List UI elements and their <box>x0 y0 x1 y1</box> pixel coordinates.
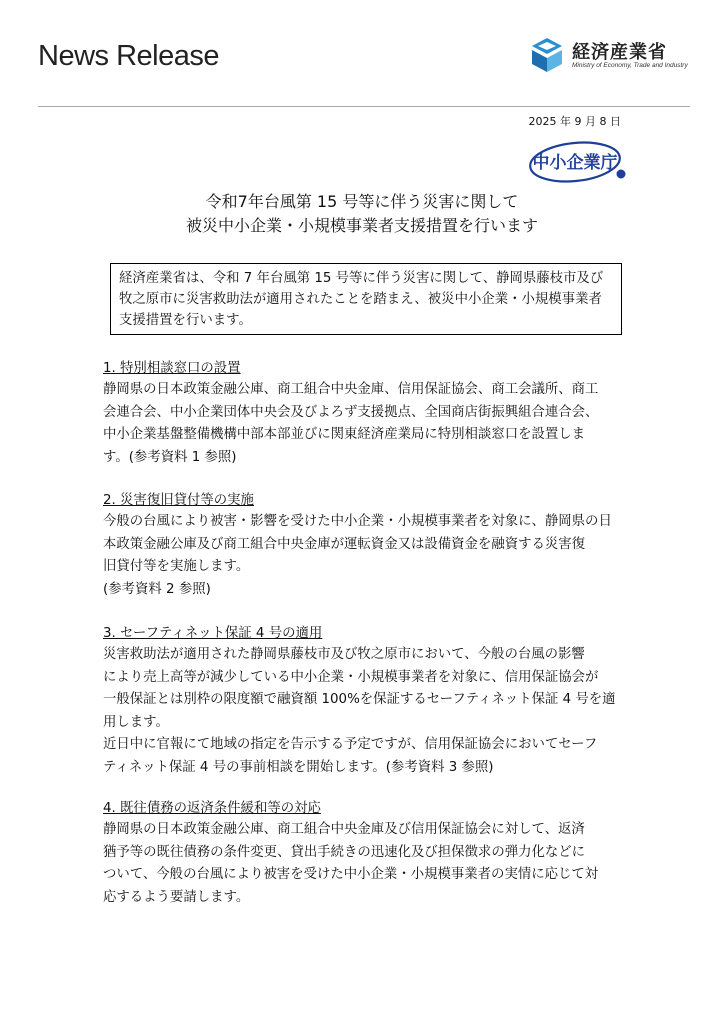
section-line: 静岡県の日本政策金融公庫、商工組合中央金庫及び信用保証協会に対して、返済 <box>103 822 585 837</box>
title-line-2: 被災中小企業・小規模事業者支援措置を行います <box>185 216 538 235</box>
section-line: ティネット保証 4 号の事前相談を開始します。(参考資料 3 参照) <box>103 759 494 775</box>
page-header <box>38 36 690 108</box>
section-line: (参考資料 2 参照) <box>103 581 211 597</box>
ministry-name: 経済産業省 <box>572 42 667 63</box>
ministry-subtitle: Ministry of Economy, Trade and Industry <box>572 62 688 69</box>
meti-logo <box>528 36 690 78</box>
section-line: 応するよう要請します。 <box>103 889 250 905</box>
section-heading: 4. 既往債務の返済条件緩和等の対応 <box>103 801 321 816</box>
section-line: 今般の台風により被害・影響を受けた中小企業・小規模事業者を対象に、静岡県の日 <box>103 514 612 529</box>
summary-line: 支援措置を行います。 <box>119 313 252 328</box>
release-date: 2025 年 9 月 8 日 <box>528 115 621 128</box>
section-heading: 1. 特別相談窓口の設置 <box>103 361 241 376</box>
section-line: 猶予等の既往債務の条件変更、貸出手続きの迅速化及び担保徴求の弾力化などに <box>103 844 586 860</box>
section-safety-net-guarantee <box>103 623 643 779</box>
section-disaster-loans <box>103 490 643 601</box>
news-release-title: News Release <box>38 40 219 72</box>
summary-line: 牧之原市に災害救助法が適用されたことを踏まえ、被災中小企業・小規模事業者 <box>119 292 602 307</box>
sme-agency-logo <box>526 140 628 184</box>
section-line: 用します。 <box>103 714 169 730</box>
section-line: 近日中に官報にて地域の指定を告示する予定ですが、信用保証協会においてセーフ <box>103 737 598 752</box>
section-line: 会連合会、中小企業団体中央会及びよろず支援拠点、全国商店街振興組合連合会、 <box>103 404 599 420</box>
summary-box <box>110 263 622 335</box>
section-line: 静岡県の日本政策金融公庫、商工組合中央金庫、信用保証協会、商工会議所、商工 <box>103 382 599 397</box>
section-line: により売上高等が減少している中小企業・小規模事業者を対象に、信用保証協会が <box>103 669 599 685</box>
section-line: 一般保証とは別枠の限度額で融資額 100%を保証するセーフティネット保証 4 号を適 <box>103 692 616 707</box>
sme-agency-logo-text: 中小企業庁 <box>532 153 618 173</box>
meti-logo-icon <box>528 36 566 74</box>
section-line: 中小企業基盤整備機構中部本部並びに関東経済産業局に特別相談窓口を設置しま <box>103 427 586 442</box>
section-line: 災害救助法が適用された静岡県藤枝市及び牧之原市において、今般の台風の影響 <box>103 647 585 662</box>
section-line: す。(参考資料 1 参照) <box>103 449 237 465</box>
summary-line: 経済産業省は、令和 7 年台風第 15 号等に伴う災害に関して、静岡県藤枝市及び <box>119 271 604 286</box>
header-divider <box>38 106 690 107</box>
press-release-title <box>0 190 724 238</box>
section-heading: 3. セーフティネット保証 4 号の適用 <box>103 626 323 641</box>
section-special-consultation <box>103 358 643 469</box>
section-heading: 2. 災害復旧貸付等の実施 <box>103 493 254 508</box>
section-line: ついて、今般の台風により被害を受けた中小企業・小規模事業者の実情に応じて対 <box>103 867 599 882</box>
section-existing-debt-relief <box>103 798 643 909</box>
section-line: 本政策金融公庫及び商工組合中央金庫が運転資金又は設備資金を融資する災害復 <box>103 536 586 552</box>
title-line-1: 令和7年台風第 15 号等に伴う災害に関して <box>205 192 519 211</box>
section-line: 旧貸付等を実施します。 <box>103 559 250 574</box>
